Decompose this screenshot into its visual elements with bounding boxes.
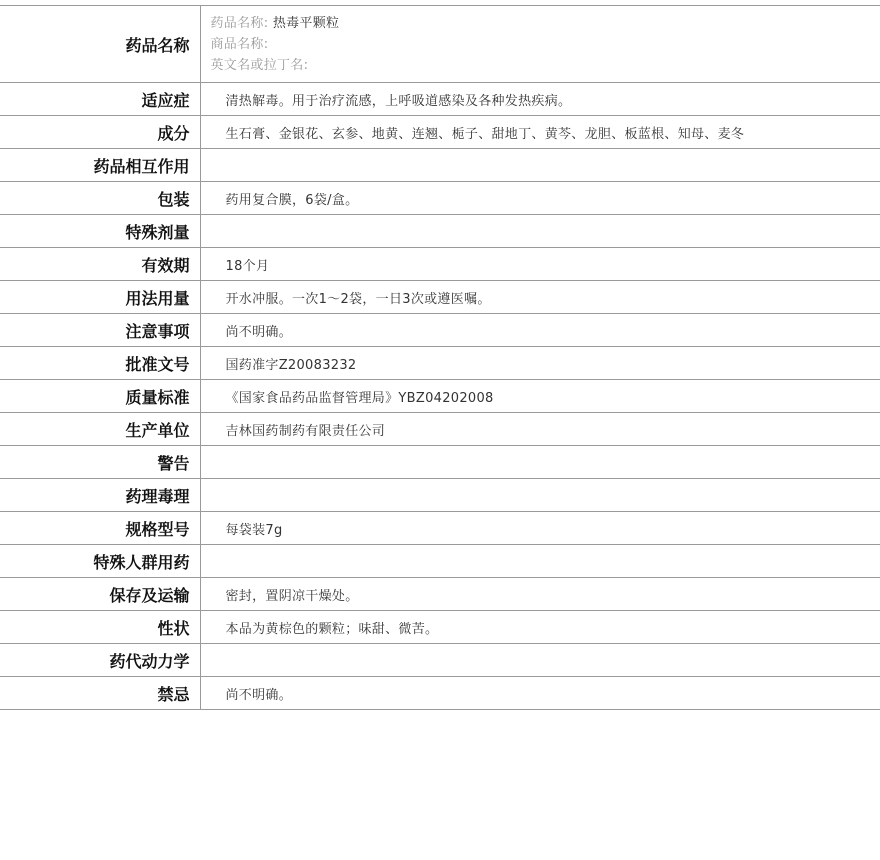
spec-row — [0, 545, 880, 578]
drug-spec-body — [0, 6, 880, 710]
spec-label: 警告 — [0, 446, 200, 479]
spec-row — [0, 281, 880, 314]
spec-row — [0, 512, 880, 545]
spec-label: 注意事项 — [0, 314, 200, 347]
spec-row — [0, 314, 880, 347]
spec-value — [200, 446, 880, 479]
spec-row — [0, 182, 880, 215]
spec-row — [0, 446, 880, 479]
spec-value — [200, 479, 880, 512]
spec-row-drug-name — [0, 6, 880, 83]
spec-value: 开水冲服。一次1～2袋，一日3次或遵医嘱。 — [200, 281, 880, 314]
spec-label: 质量标准 — [0, 380, 200, 413]
spec-row — [0, 116, 880, 149]
spec-value: 清热解毒。用于治疗流感，上呼吸道感染及各种发热疾病。 — [200, 83, 880, 116]
spec-row — [0, 215, 880, 248]
spec-value: 药用复合膜，6袋/盒。 — [200, 182, 880, 215]
spec-label: 保存及运输 — [0, 578, 200, 611]
english-name-key: 英文名或拉丁名: — [210, 57, 309, 73]
spec-value: 尚不明确。 — [200, 677, 880, 710]
spec-value — [200, 545, 880, 578]
spec-label: 适应症 — [0, 83, 200, 116]
spec-label: 用法用量 — [0, 281, 200, 314]
spec-row — [0, 347, 880, 380]
trade-name-line — [211, 34, 880, 55]
spec-value: 本品为黄棕色的颗粒；味甜、微苦。 — [200, 611, 880, 644]
spec-row — [0, 677, 880, 710]
spec-label-drug-name: 药品名称 — [0, 6, 200, 83]
spec-label: 包装 — [0, 182, 200, 215]
drug-name-block — [201, 13, 880, 76]
spec-label: 规格型号 — [0, 512, 200, 545]
spec-value-drug-name — [200, 6, 880, 83]
spec-row — [0, 644, 880, 677]
spec-label: 生产单位 — [0, 413, 200, 446]
generic-name-key: 药品名称: — [210, 15, 269, 31]
spec-label: 药代动力学 — [0, 644, 200, 677]
spec-value — [200, 644, 880, 677]
spec-value: 生石膏、金银花、玄参、地黄、连翘、栀子、甜地丁、黄芩、龙胆、板蓝根、知母、麦冬 — [200, 116, 880, 149]
spec-value: 国药准字Z20083232 — [200, 347, 880, 380]
spec-label: 性状 — [0, 611, 200, 644]
spec-row — [0, 413, 880, 446]
spec-label: 成分 — [0, 116, 200, 149]
spec-value: 尚不明确。 — [200, 314, 880, 347]
spec-label: 特殊剂量 — [0, 215, 200, 248]
spec-row — [0, 380, 880, 413]
spec-row — [0, 149, 880, 182]
spec-value: 《国家食品药品监督管理局》YBZ04202008 — [200, 380, 880, 413]
spec-row — [0, 83, 880, 116]
spec-value: 每袋装7g — [200, 512, 880, 545]
spec-value — [200, 149, 880, 182]
spec-value — [200, 215, 880, 248]
spec-value: 18个月 — [200, 248, 880, 281]
drug-spec-table — [0, 5, 880, 710]
spec-row — [0, 611, 880, 644]
spec-label: 特殊人群用药 — [0, 545, 200, 578]
spec-label: 禁忌 — [0, 677, 200, 710]
spec-label: 有效期 — [0, 248, 200, 281]
spec-value: 密封，置阴凉干燥处。 — [200, 578, 880, 611]
generic-name-line — [211, 13, 880, 34]
english-name-line — [211, 55, 880, 76]
spec-label: 药理毒理 — [0, 479, 200, 512]
spec-row — [0, 578, 880, 611]
trade-name-key: 商品名称: — [210, 36, 269, 52]
spec-row — [0, 248, 880, 281]
spec-label: 药品相互作用 — [0, 149, 200, 182]
spec-value: 吉林国药制药有限责任公司 — [200, 413, 880, 446]
generic-name-value: 热毒平颗粒 — [272, 15, 340, 31]
spec-label: 批准文号 — [0, 347, 200, 380]
spec-row — [0, 479, 880, 512]
